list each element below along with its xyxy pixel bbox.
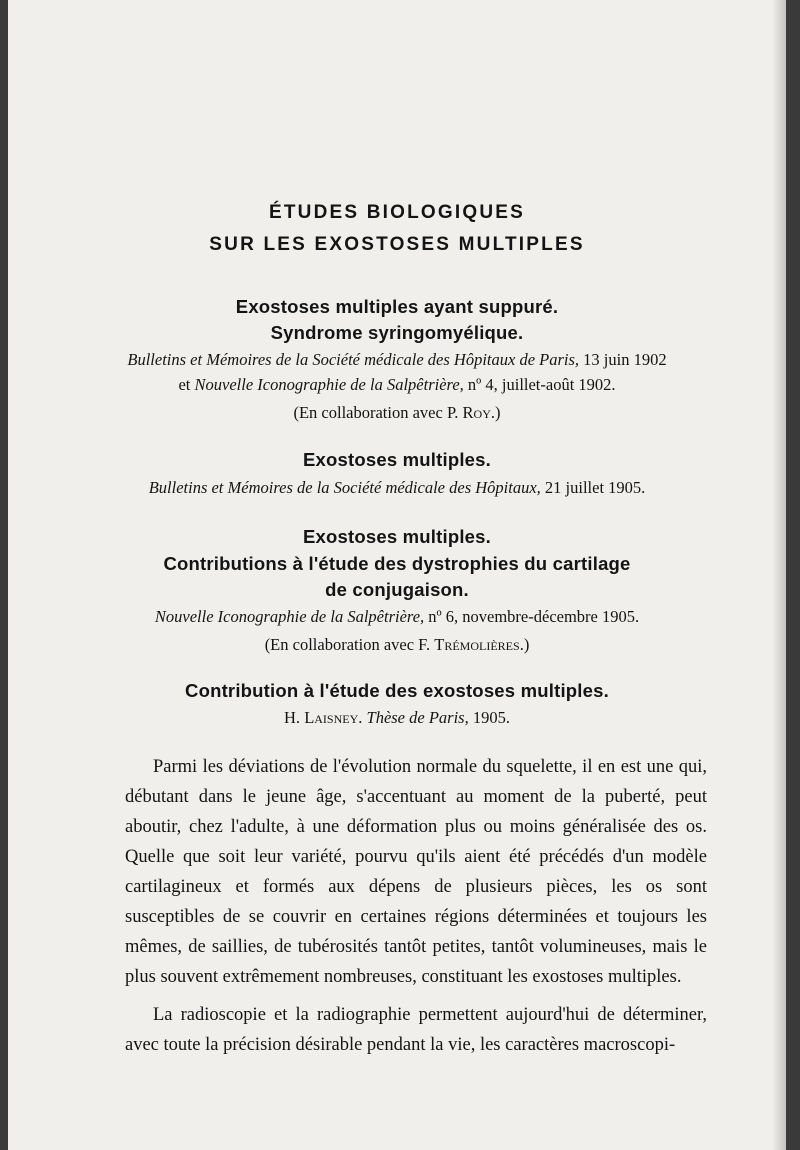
section4-reference — [8, 708, 786, 728]
section4-ref-year: 1905. — [468, 708, 510, 727]
section1-title-line1: Exostoses multiples ayant suppuré. — [235, 296, 559, 317]
document-page — [8, 0, 786, 1150]
section1-ref-conj: et — [178, 375, 195, 394]
section4-author-sep: . — [358, 708, 367, 727]
section1-collab-suffix: .) — [490, 403, 501, 422]
section1-collab-prefix: (En collaboration avec P. — [293, 403, 463, 422]
section3-ref-journal: Nouvelle Iconographie de la Salpêtrière, — [154, 607, 425, 626]
section3-collab-name: Trémolières — [434, 635, 520, 654]
section1-ref-journal: Bulletins et Mémoires de la Société médicale des Hôpitaux de Paris, — [127, 350, 580, 369]
section3-title-line3: de conjugaison. — [325, 579, 469, 600]
section2-ref-journal: Bulletins et Mémoires de la Société médicale des Hôpitaux, — [148, 478, 541, 497]
section1-collab-name: Roy — [462, 403, 491, 422]
section4-title: Contribution à l'étude des exostoses multiples. — [185, 680, 609, 701]
body-paragraph-2: La radioscopie et la radiographie permettent aujourd'hui de déterminer, avec toute la précision désirable pendant la vie, les caractères macroscopi- — [125, 1005, 707, 1055]
section1-ref-date: 13 juin 1902 — [579, 350, 667, 369]
body-text — [125, 752, 707, 1060]
section2-title: Exostoses multiples. — [302, 449, 492, 470]
section1-ref-date2: nº 4, juillet-août 1902. — [463, 375, 616, 394]
section4-author-name: Laisney — [304, 708, 359, 727]
section2-ref-date: 21 juillet 1905. — [540, 478, 646, 497]
section3-title-line1: Exostoses multiples. — [302, 526, 492, 547]
section3-collaboration — [8, 635, 786, 655]
body-paragraph-1: Parmi les déviations de l'évolution normale du squelette, il en est une qui, débutant dans le jeune âge, s'accentuant au moment de la puberté, peut aboutir, chez l'adulte, à une déformation plus ou moins généralisée des os. Quelle que soit leur variété, pourvu qu'ils aient été précédés d'un modèle cartilagineux et formés aux dépens de plusieurs pièces, les os sont susceptibles de se couvrir en certaines régions déterminées et toujours les mêmes, de saillies, de tubérosités tantôt petites, tantôt volumineuses, mais le plus souvent extrêmement nombreuses, constituant les exostoses multiples. — [125, 757, 707, 987]
section1-title-line2: Syndrome syringomyélique. — [270, 322, 524, 343]
main-title-line2: SUR LES EXOSTOSES MULTIPLES — [209, 234, 585, 255]
section1-reference-line2 — [8, 375, 786, 395]
section3-reference — [8, 607, 786, 627]
section3-title-line2: Contributions à l'étude des dystrophies du cartilage — [163, 553, 631, 574]
main-title-line1: ÉTUDES BIOLOGIQUES — [268, 202, 525, 223]
section3-collab-suffix: .) — [519, 635, 530, 654]
section1-reference-line1 — [8, 350, 786, 370]
section1-ref-journal2: Nouvelle Iconographie de la Salpêtrière, — [194, 375, 464, 394]
section4-ref-thesis: Thèse de Paris, — [366, 708, 469, 727]
section2-reference — [8, 478, 786, 498]
section3-ref-date: nº 6, novembre-décembre 1905. — [424, 607, 640, 626]
section4-author-prefix: H. — [284, 708, 305, 727]
section3-collab-prefix: (En collaboration avec F. — [264, 635, 435, 654]
section1-collaboration — [8, 403, 786, 423]
